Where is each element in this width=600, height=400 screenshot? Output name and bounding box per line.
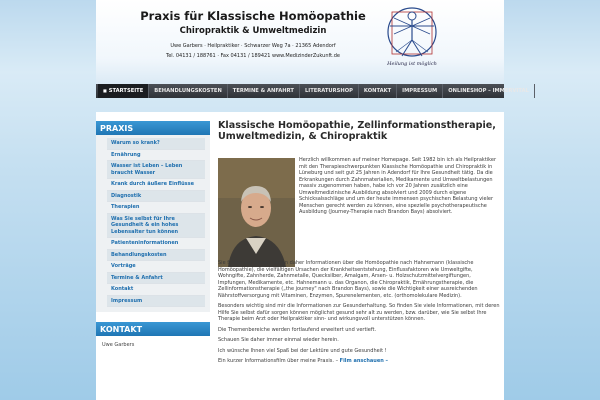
sidebar-item-krank-einfluesse[interactable]: Krank durch äußere Einflüsse (107, 179, 205, 191)
sidebar-item-wasser[interactable]: Wasser ist Leben – Leben braucht Wasser (107, 161, 205, 179)
header-address: Uwe Garbers · Heilpraktiker · Schwarzer Weg 7a · 21365 Adendorf (170, 43, 336, 49)
site-header (96, 0, 504, 84)
logo-caption: Heilung ist möglich (387, 61, 437, 67)
nav-literaturshop[interactable]: LITERATURSHOP (300, 84, 359, 98)
sidebar-contact-heading: KONTAKT (96, 322, 210, 336)
film-text: Ein kurzer Informationsfilm über meine Praxis. – (218, 358, 339, 364)
nav-impressum[interactable]: IMPRESSUM (397, 84, 443, 98)
header-contact: Tel. 04131 / 188761 · Fax 04131 / 189421 www.MedizinderZukunft.de (166, 53, 340, 59)
paragraph-film (218, 358, 500, 365)
sidebar-item-therapien[interactable]: Therapien (107, 202, 205, 214)
paragraph-wishes: Ich wünsche Ihnen viel Spaß bei der Lektüre und gute Gesundheit ! (218, 347, 387, 354)
paragraph-topics: Sie finden auf diesen Seiten daher Informationen über die Homöopathie nach Hahnemann (klassische Homöopathie), die vielfältigen Ursachen der Krankheitsentstehung, Einflussfaktoren wie Umweltgifte, Wohngifte, Zahnherde, Zahnmetalle, Quecksilber, Amalgam, Arsen- u. Holzschutzmittelvergiftungen, Impfungen, Medikamente, etc. Hahnemann u. das Organon, die Chiropraktik, Ernährungstherapie, die Zellinformationstherapie („the journey" nach Brandon Bays), sowie die Wichtigkeit einer ausreichenden Nährstoffversorgung mit Vitaminen, Enzymen, Spurenelementen, etc. (orthomolekulare Medizin). (218, 260, 478, 299)
header-subtitle: Chiropraktik & Umweltmedizin (179, 26, 327, 36)
page-title: Klassische Homöopathie, Zellinformationstherapie, Umweltmedizin, & Chiropraktik (218, 120, 496, 142)
paragraph-visit: Schauen Sie daher immer einmal wieder herein. (218, 337, 339, 343)
body-text (218, 260, 500, 365)
paragraph-themes: Die Themenbereiche werden fortlaufend erweitert und vertieft. (218, 326, 377, 333)
portrait-photo (218, 158, 295, 267)
sidebar-item-gesundheit[interactable]: Was Sie selbst für Ihre Gesundheit & ein hohes Lebensalter tun können (107, 214, 205, 239)
film-link[interactable]: Film anschauen – (339, 358, 389, 364)
sidebar-item-diagnostik[interactable]: Diagnostik (107, 191, 205, 203)
nav-termine-anfahrt[interactable]: TERMINE & ANFAHRT (228, 84, 300, 98)
sidebar-item-ernaehrung[interactable]: Ernährung (107, 150, 205, 162)
main-content (218, 120, 500, 364)
sidebar-item-behandlungskosten[interactable]: Behandlungskosten (107, 250, 205, 262)
sidebar-item-vortraege[interactable]: Vorträge (107, 261, 205, 273)
sidebar-menu (96, 135, 210, 312)
header-title: Praxis für Klassische Homöopathie (140, 9, 366, 23)
nav-startseite[interactable]: ■ STARTSEITE (98, 84, 149, 98)
sidebar-item-termine[interactable]: Termine & Anfahrt (107, 273, 205, 285)
main-nav (96, 84, 529, 98)
nav-onlineshop[interactable]: ONLINESHOP – IMMERVITAL (443, 84, 535, 98)
sidebar-contact-name: Uwe Garbers (102, 342, 135, 348)
sidebar-heading: PRAXIS (96, 121, 210, 135)
paragraph-prevention: Besonders wichtig sind mir die Informationen zur Gesunderhaltung. So finden Sie viele Informationen, mit deren Hilfe Sie selbst dafür sorgen können möglichst gesund sehr alt zu werden, bzw. darüber, wie Sie selbst Ihre Therapie beim Arzt oder Heilpraktiker sinn- und wirkungsvoll unterstützen können. (218, 303, 500, 322)
nav-behandlungskosten[interactable]: BEHANDLUNGSKOSTEN (149, 84, 228, 98)
intro-paragraph: Herzlich willkommen auf meiner Homepage. Seit 1982 bin ich als Heilpraktiker mit den Therapieschwerpunkten Klassische Homöopathie und Chiropraktik in Lüneburg und seit gut 25 Jahren in Adendorf für Ihre Gesundheit tätig. Da die Erkrankungen durch Zahnmaterialien, Medikamente und Umweltbelastungen massiv zugenommen haben, habe ich vor 20 Jahren zusätzlich eine Umweltmedizinische Ausbildung absolviert und 2009 durch eigene Schicksalsschläge und um der heute immensen psychischen Belastung vieler Menschen gerecht werden zu können, eine spezielle psychotherapeutische Ausbildung (Journey-Therapie nach Brandon Bays) absolviert. (299, 157, 497, 215)
sidebar-item-impressum[interactable]: Impressum (107, 296, 205, 308)
sidebar-item-warum-so-krank[interactable]: Warum so krank? (107, 138, 205, 150)
content-area (96, 112, 504, 400)
nav-kontakt[interactable]: KONTAKT (359, 84, 397, 98)
sidebar (96, 121, 210, 354)
vitruvian-logo-icon (382, 2, 442, 70)
sidebar-item-patienteninformationen[interactable]: Patienteninformationen (107, 238, 205, 250)
sidebar-item-kontakt[interactable]: Kontakt (107, 284, 205, 296)
